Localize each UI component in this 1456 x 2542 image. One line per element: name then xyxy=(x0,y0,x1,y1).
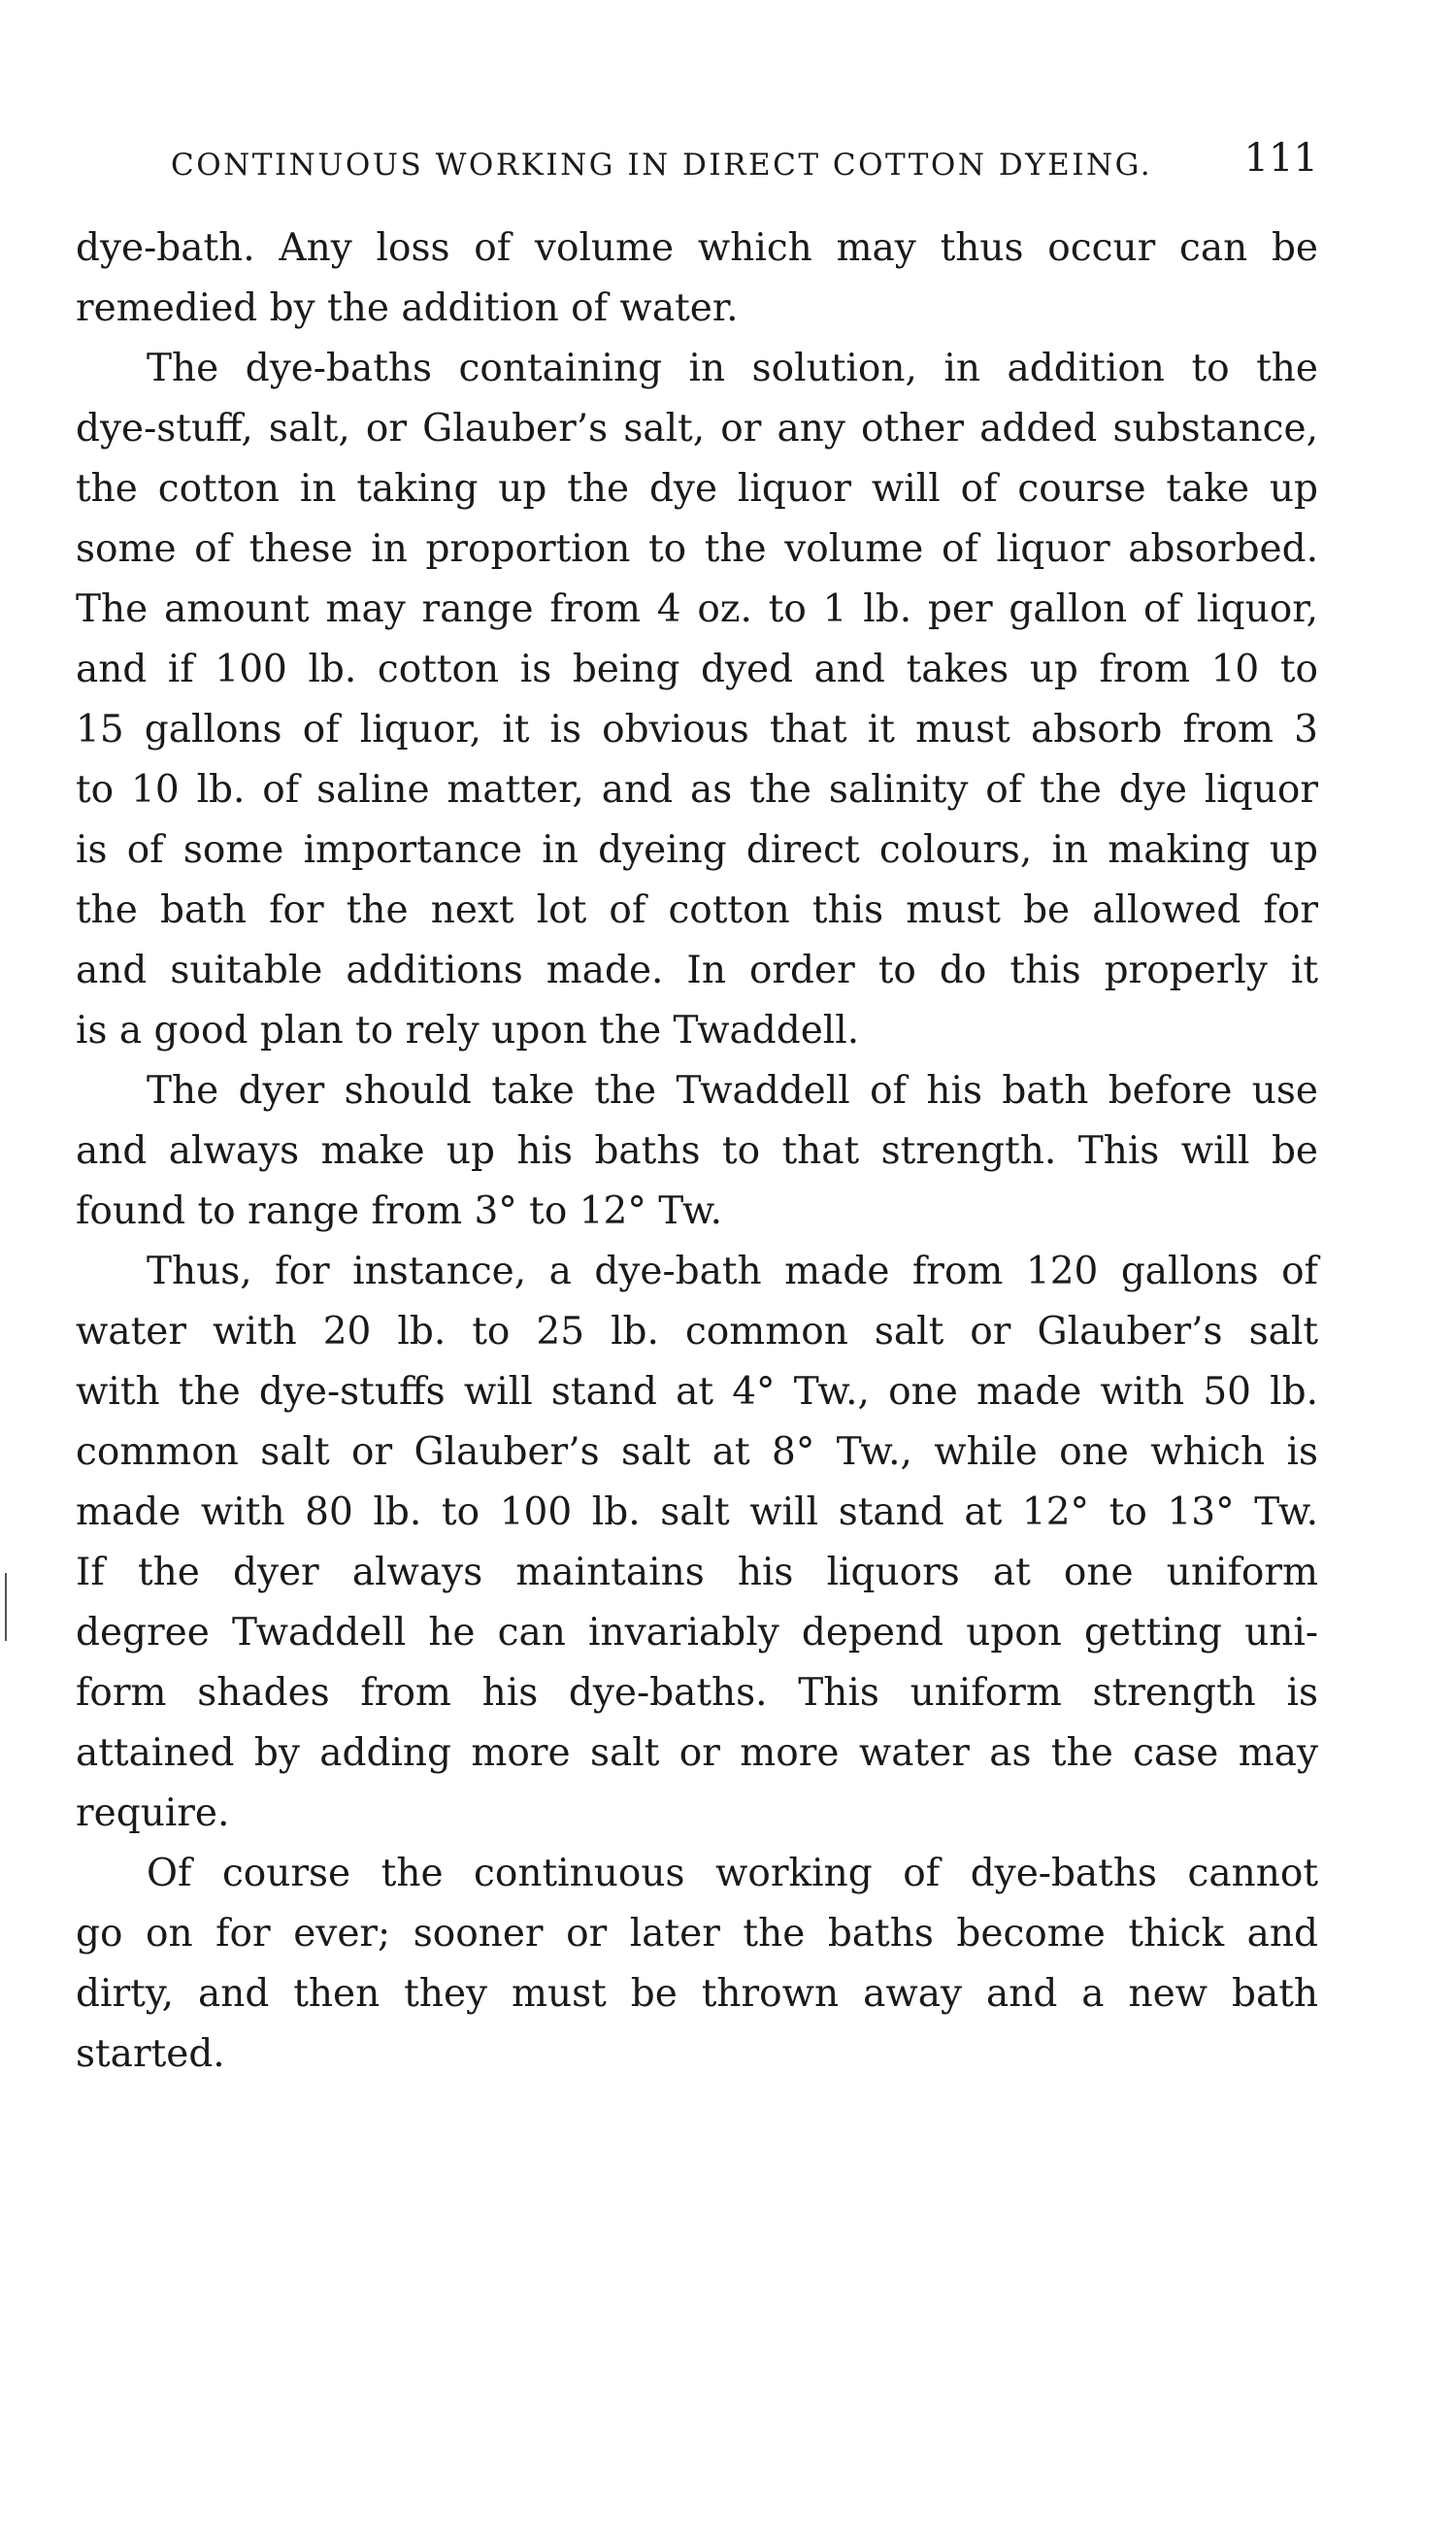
text-line: to 10 lb. of saline matter, and as the salinity of the dye liquor xyxy=(76,768,1318,812)
text-line: The dyer should take the Twaddell of his bath before use xyxy=(147,1069,1318,1113)
text-line: common salt or Glauber’s salt at 8° Tw., while one which is xyxy=(76,1430,1318,1474)
text-line: found to range from 3° to 12° Tw. xyxy=(76,1189,723,1233)
text-line: made with 80 lb. to 100 lb. salt will stand at 12° to 13° Tw. xyxy=(76,1490,1318,1534)
text-line: 15 gallons of liquor, it is obvious that it must absorb from 3 xyxy=(76,708,1318,752)
text-line: remedied by the addition of water. xyxy=(76,286,739,330)
text-line: form shades from his dye-baths. This uniform strength is xyxy=(76,1671,1318,1715)
text-line: and suitable additions made. In order to do this properly it xyxy=(76,949,1318,992)
text-line: degree Twaddell he can invariably depend upon getting uni- xyxy=(76,1611,1318,1655)
text-line: water with 20 lb. to 25 lb. common salt or Glauber’s salt xyxy=(76,1310,1318,1354)
text-line: dye-bath. Any loss of volume which may thus occur can be xyxy=(76,226,1318,270)
text-line: is of some importance in dyeing direct colours, in making up xyxy=(76,828,1318,872)
text-line: require. xyxy=(76,1791,230,1835)
text-line: is a good plan to rely upon the Twaddell. xyxy=(76,1009,860,1053)
text-line: The dye-baths containing in solution, in addition to the xyxy=(147,347,1318,390)
scan-gutter-mark xyxy=(5,1573,7,1641)
body-text xyxy=(76,218,1318,2085)
text-line: started. xyxy=(76,2032,225,2076)
text-line: Thus, for instance, a dye-bath made from 120 gallons of xyxy=(147,1250,1318,1293)
text-line: go on for ever; sooner or later the baths become thick and xyxy=(76,1912,1318,1956)
paragraph-1 xyxy=(76,218,1318,339)
text-line: some of these in proportion to the volume of liquor absorbed. xyxy=(76,527,1318,571)
text-line: the bath for the next lot of cotton this must be allowed for xyxy=(76,888,1318,932)
paragraph-4 xyxy=(76,1242,1318,1844)
paragraph-2 xyxy=(76,339,1318,1061)
paragraph-3 xyxy=(76,1061,1318,1242)
text-line: with the dye-stuffs will stand at 4° Tw., one made with 50 lb. xyxy=(76,1370,1318,1414)
running-title: CONTINUOUS WORKING IN DIRECT COTTON DYEING. xyxy=(171,148,1153,183)
page-number: 111 xyxy=(1243,136,1318,181)
text-line: Of course the continuous working of dye-baths cannot xyxy=(147,1852,1318,1895)
text-line: If the dyer always maintains his liquors at one uniform xyxy=(76,1551,1318,1594)
text-line: The amount may range from 4 oz. to 1 lb. per gallon of liquor, xyxy=(76,587,1318,631)
paragraph-5 xyxy=(76,1844,1318,2085)
text-line: dirty, and then they must be thrown away and a new bath xyxy=(76,1972,1318,2016)
text-line: dye-stuff, salt, or Glauber’s salt, or any other added substance, xyxy=(76,407,1318,451)
text-line: the cotton in taking up the dye liquor will of course take up xyxy=(76,467,1318,511)
running-head xyxy=(76,136,1318,194)
text-line: and if 100 lb. cotton is being dyed and takes up from 10 to xyxy=(76,648,1318,691)
text-line: and always make up his baths to that strength. This will be xyxy=(76,1129,1318,1173)
text-line: attained by adding more salt or more water as the case may xyxy=(76,1731,1318,1775)
